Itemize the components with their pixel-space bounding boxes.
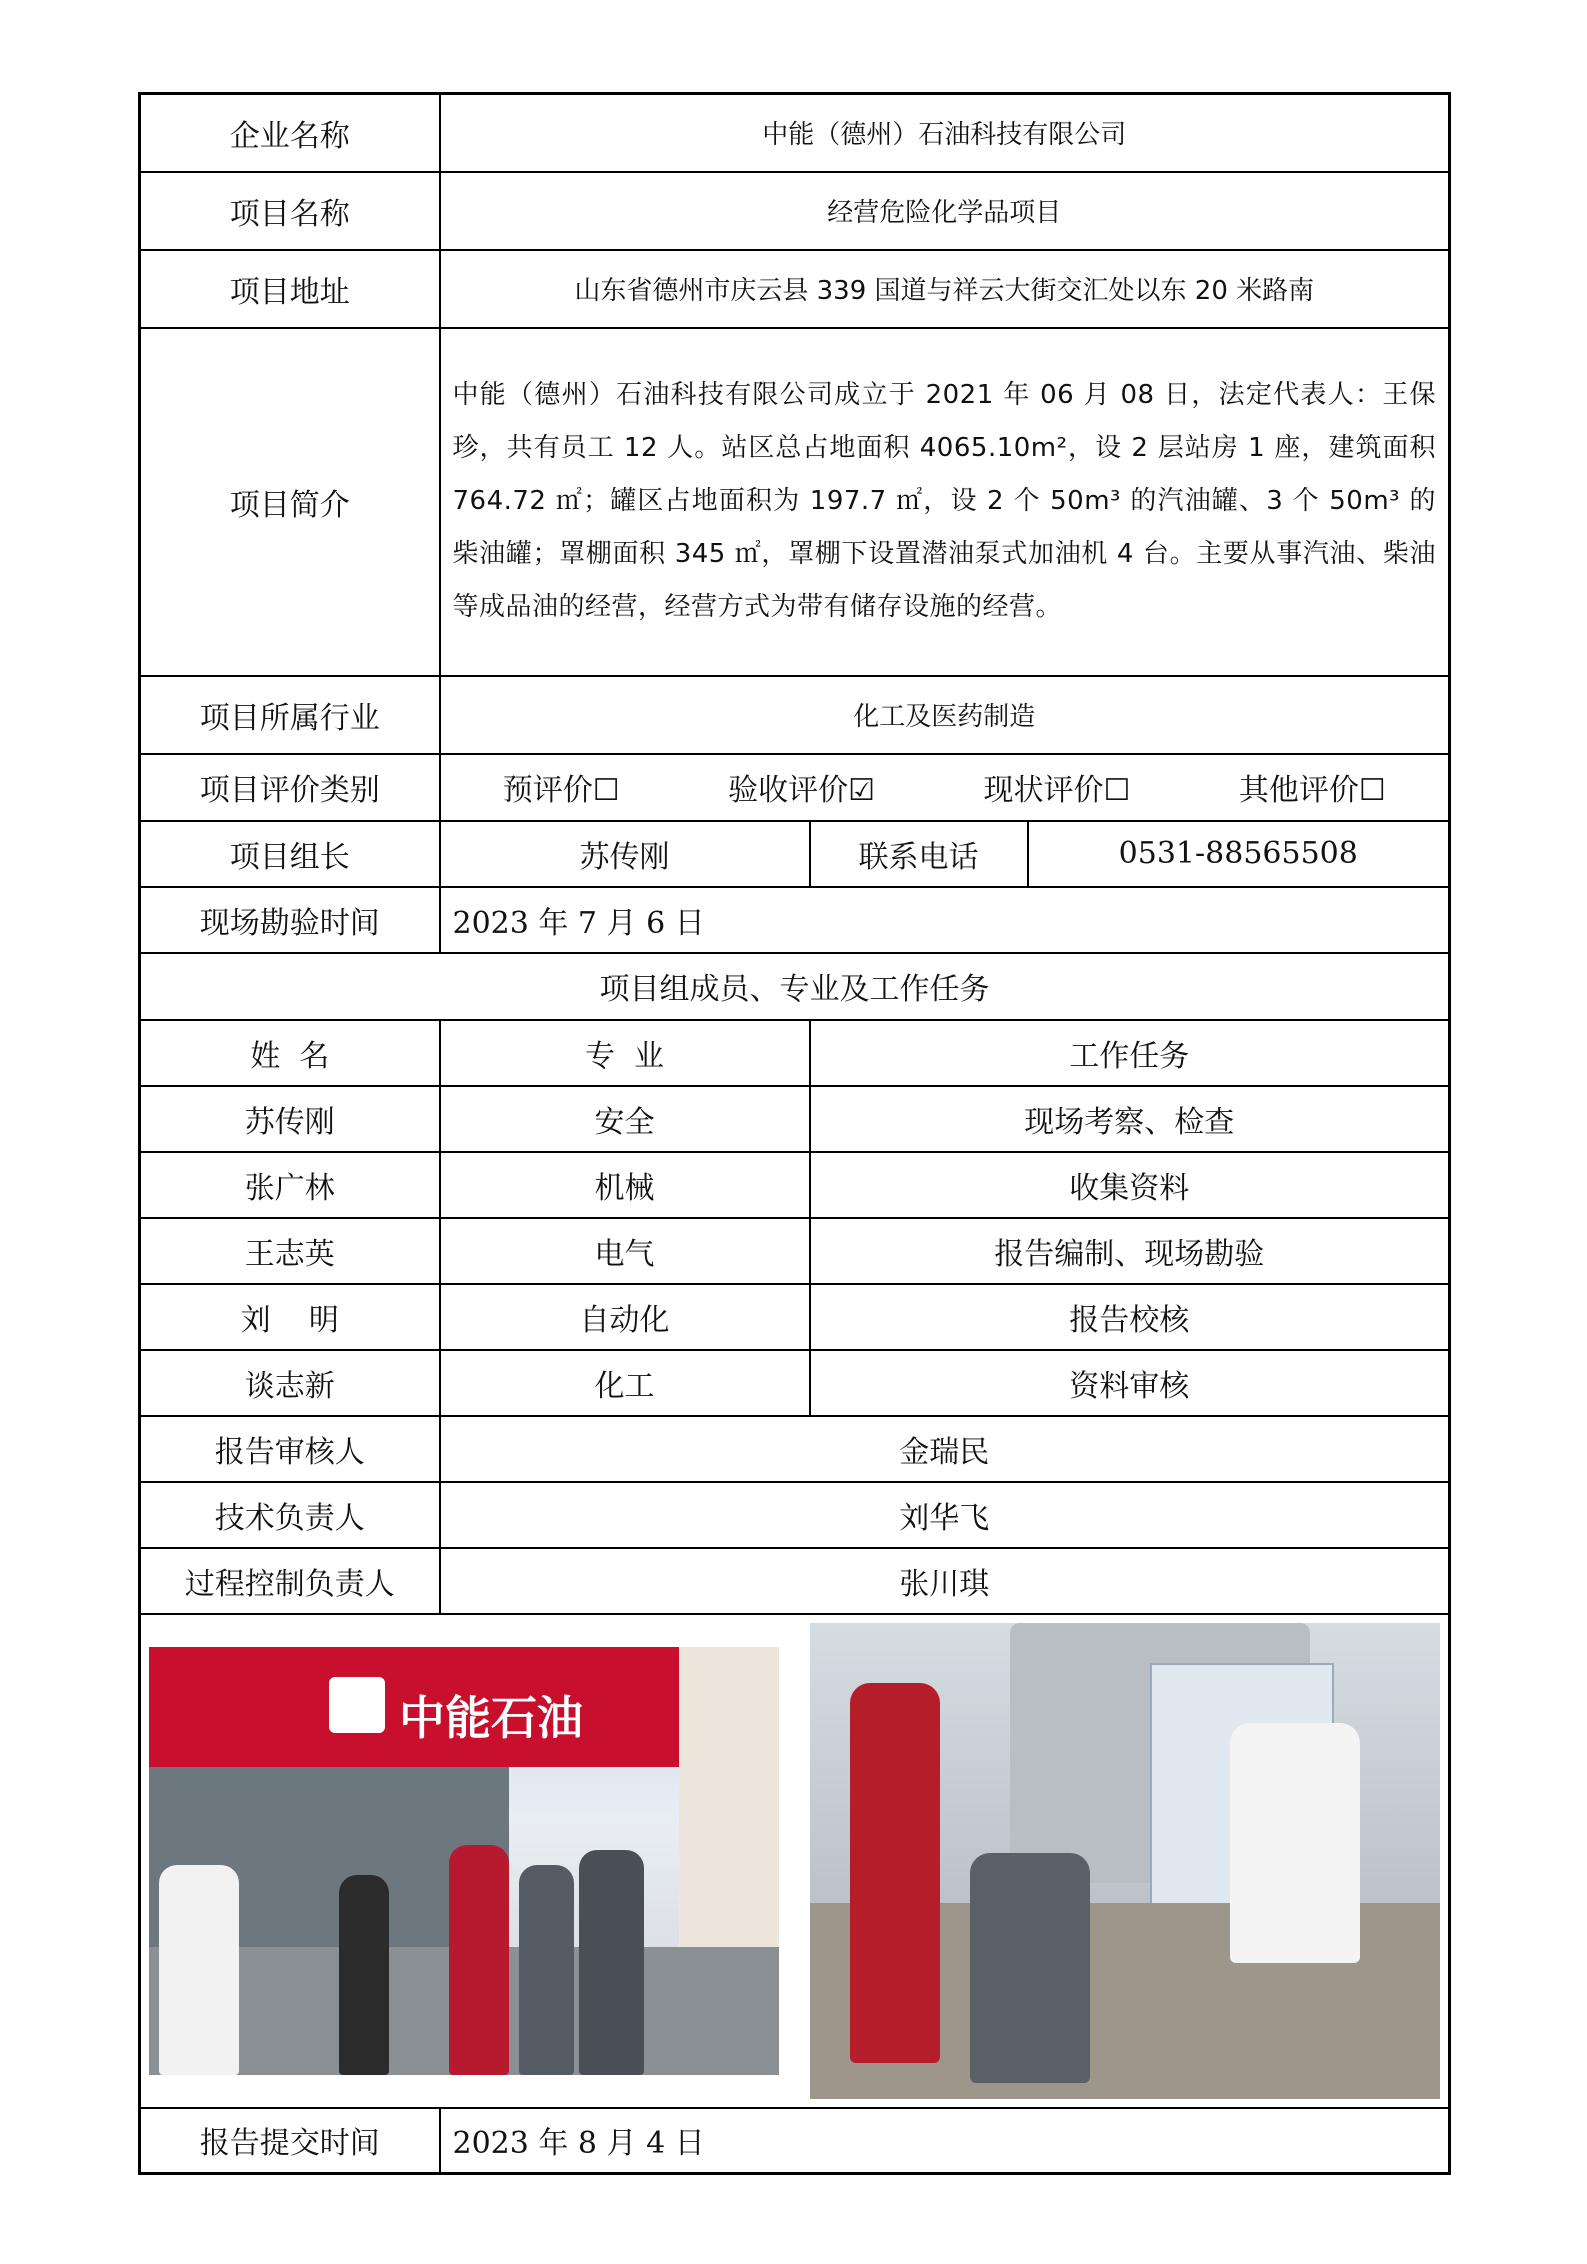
member-major: 安全 <box>440 1086 810 1152</box>
eval-option-status[interactable]: 现状评价☐ <box>983 773 1131 808</box>
member-task: 报告编制、现场勘验 <box>810 1218 1450 1284</box>
member-name: 谈志新 <box>140 1350 440 1416</box>
member-major: 电气 <box>440 1218 810 1284</box>
label-reviewer: 报告审核人 <box>140 1416 440 1482</box>
label-industry: 项目所属行业 <box>140 676 440 754</box>
table-row <box>140 1152 1450 1218</box>
member-name: 刘 明 <box>140 1284 440 1350</box>
station-wall <box>679 1647 779 1947</box>
value-submit-time: 2023 年 8 月 4 日 <box>440 2108 1450 2174</box>
person-figure <box>159 1865 239 2075</box>
label-company: 企业名称 <box>140 94 440 172</box>
member-task: 资料审核 <box>810 1350 1450 1416</box>
label-submit-time: 报告提交时间 <box>140 2108 440 2174</box>
eval-option-other[interactable]: 其他评价☐ <box>1238 773 1386 808</box>
col-major-header: 专 业 <box>440 1020 810 1086</box>
person-figure <box>850 1683 940 2063</box>
value-project-name: 经营危险化学品项目 <box>440 172 1450 250</box>
table-row <box>140 1284 1450 1350</box>
value-project-address: 山东省德州市庆云县 339 国道与祥云大街交汇处以东 20 米路南 <box>440 250 1450 328</box>
site-photo-station <box>149 1647 779 2075</box>
value-survey-time: 2023 年 7 月 6 日 <box>440 887 1450 953</box>
label-phone: 联系电话 <box>810 821 1028 887</box>
member-task: 现场考察、检查 <box>810 1086 1450 1152</box>
person-figure <box>519 1865 574 2075</box>
label-tech-lead: 技术负责人 <box>140 1482 440 1548</box>
person-figure <box>339 1875 389 2075</box>
person-figure <box>970 1853 1090 2083</box>
value-phone: 0531-88565508 <box>1028 821 1450 887</box>
value-process-lead: 张川琪 <box>440 1548 1450 1614</box>
info-table <box>138 92 1451 2175</box>
member-name: 苏传刚 <box>140 1086 440 1152</box>
label-survey-time: 现场勘验时间 <box>140 887 440 953</box>
label-project-intro: 项目简介 <box>140 328 440 676</box>
value-tech-lead: 刘华飞 <box>440 1482 1450 1548</box>
photo-row <box>140 1614 1450 2108</box>
member-name: 张广林 <box>140 1152 440 1218</box>
member-task: 报告校核 <box>810 1284 1450 1350</box>
label-eval-type: 项目评价类别 <box>140 754 440 821</box>
label-process-lead: 过程控制负责人 <box>140 1548 440 1614</box>
label-leader: 项目组长 <box>140 821 440 887</box>
station-sign: 中能石油 <box>399 1690 583 1745</box>
value-company: 中能（德州）石油科技有限公司 <box>440 94 1450 172</box>
col-name-header: 姓 名 <box>140 1020 440 1086</box>
member-task: 收集资料 <box>810 1152 1450 1218</box>
value-leader: 苏传刚 <box>440 821 810 887</box>
person-figure <box>449 1845 509 2075</box>
value-industry: 化工及医药制造 <box>440 676 1450 754</box>
eval-options <box>440 754 1450 821</box>
member-major: 自动化 <box>440 1284 810 1350</box>
table-row <box>140 1086 1450 1152</box>
member-major: 机械 <box>440 1152 810 1218</box>
member-major: 化工 <box>440 1350 810 1416</box>
label-project-address: 项目地址 <box>140 250 440 328</box>
person-figure <box>579 1850 644 2075</box>
col-task-header: 工作任务 <box>810 1020 1450 1086</box>
label-project-name: 项目名称 <box>140 172 440 250</box>
members-header: 项目组成员、专业及工作任务 <box>140 953 1450 1020</box>
brand-logo-icon <box>329 1677 385 1733</box>
table-row <box>140 1218 1450 1284</box>
member-name: 王志英 <box>140 1218 440 1284</box>
site-photo-equipment <box>810 1623 1440 2099</box>
value-reviewer: 金瑞民 <box>440 1416 1450 1482</box>
value-project-intro: 中能（德州）石油科技有限公司成立于 2021 年 06 月 08 日，法定代表人：王保珍，共有员工 12 人。站区总占地面积 4065.10m²，设 2 层站房 1 座，建筑面积 764.72 ㎡；罐区占地面积为 197.7 ㎡，设 2 个 50m³ 的汽油罐、3 个 50m³ 的柴油罐；罩棚面积 345 ㎡，罩棚下设置潜油泵式加油机 4 台。主要从事汽油、柴油等成品油的经营，经营方式为带有储存设施的经营。 <box>440 328 1450 676</box>
report-form <box>138 92 1448 2175</box>
table-row <box>140 1350 1450 1416</box>
eval-option-acceptance[interactable]: 验收评价☑ <box>728 773 876 808</box>
eval-option-pre[interactable]: 预评价☐ <box>502 773 620 808</box>
person-figure <box>1230 1723 1360 1963</box>
